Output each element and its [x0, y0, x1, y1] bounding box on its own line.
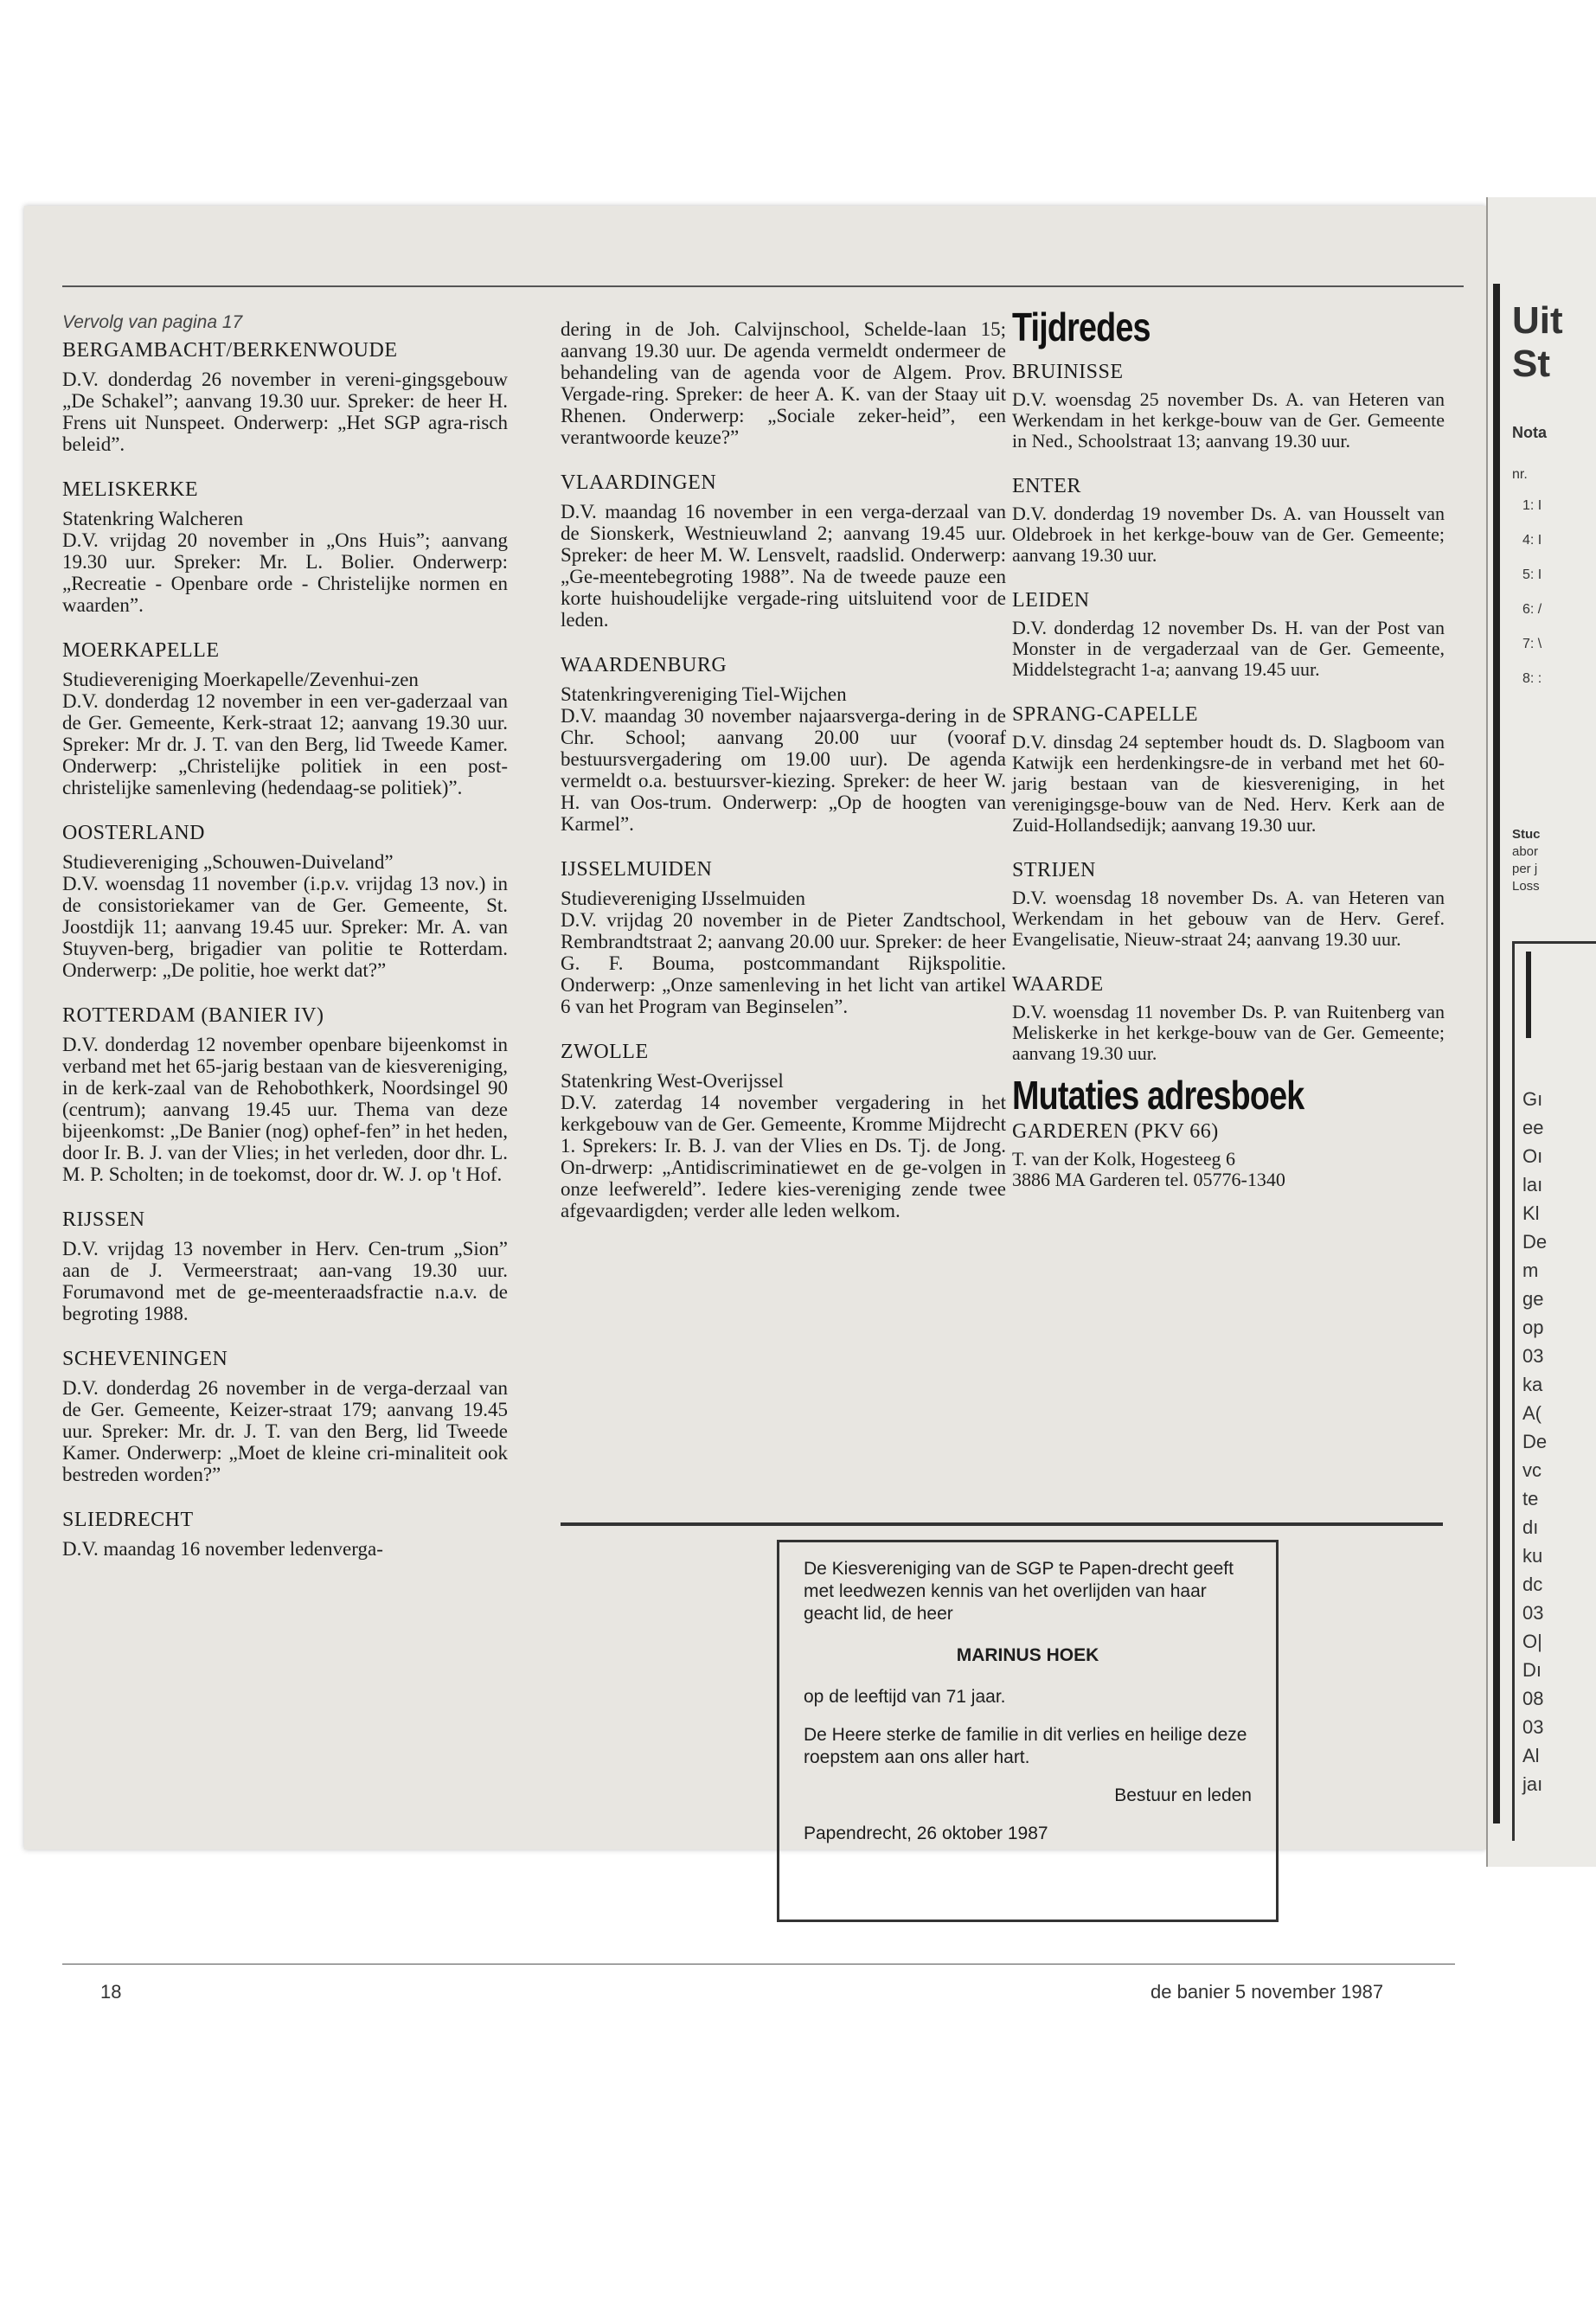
next-fragment: De: [1522, 1431, 1548, 1452]
section-text: D.V. donderdag 12 november openbare bijeenkomst in verband met het 65-jarig bestaan van de kiesvereniging, in de kerk-zaal van de Rehobothkerk, Noordsingel 90 (centrum); aanvang 19.45 uur. Thema van deze bijeenkomst: „De Banier (nog) ophef-fen” in het heden, door Ir. B. J. van der Vlies; in het verleden, door dhr. L. M. P. Scholten; in de toekomst, door dr. W. J. op 't Hof.: [62, 1034, 508, 1185]
section-subheading: Statenkringvereniging Tiel-Wijchen: [561, 683, 847, 705]
next-fragment: te: [1522, 1488, 1539, 1509]
next-fragment: Dı: [1522, 1659, 1542, 1681]
next-fragment: ku: [1522, 1545, 1543, 1567]
next-fragment: Al: [1522, 1745, 1540, 1766]
section-text: D.V. vrijdag 13 november in Herv. Cen-trum „Sion” aan de J. Vermeerstraat; aan-vang 19.30 uur. Forumavond met de ge-meenteraadsfractie n.a.v. de begroting 1988.: [62, 1238, 508, 1324]
next-fragment: A(: [1522, 1402, 1542, 1424]
bottom-rule: [62, 1964, 1455, 1965]
next-fragment: dc: [1522, 1574, 1543, 1595]
tijdrede-heading: BRUINISSE: [1012, 361, 1124, 383]
section-heading: SLIEDRECHT: [62, 1509, 194, 1531]
box-rule: [561, 1522, 1443, 1526]
tijdrede-heading: SPRANG-CAPELLE: [1012, 703, 1199, 726]
next-nota: Nota: [1512, 424, 1547, 441]
page-number: 18: [100, 1981, 122, 2003]
tijdrede-heading: STRIJEN: [1012, 859, 1096, 881]
section-subheading: Statenkring West-Overijssel: [561, 1070, 784, 1092]
next-box-inner: [1526, 952, 1596, 1038]
section-text: D.V. vrijdag 20 november in de Pieter Zandtschool, Rembrandtstraat 2; aanvang 20.00 uur. Spreker: de heer G. F. Bouma, postcommandant Rijkspolitie. Onderwerp: „Onze samenleving in het licht van artikel 6 van het Program van Beginselen”.: [561, 909, 1006, 1017]
tijdrede-text: D.V. donderdag 19 november Ds. A. van Housselt van Oldebroek in het kerkge-bouw van de Ger. Gemeente; aanvang 19.30 uur.: [1012, 503, 1445, 566]
column-3: [1012, 304, 1445, 1190]
mutaties-line-2: 3886 MA Garderen tel. 05776-1340: [1012, 1169, 1285, 1190]
notice-intro: De Kiesvereniging van de SGP te Papen-drecht geeft met leedwezen kennis van het overlijden van haar geacht lid, de heer: [804, 1559, 1234, 1624]
next-fragment: ee: [1522, 1117, 1544, 1138]
tijdrede-text: D.V. dinsdag 24 september houdt ds. D. Slagboom van Katwijk een herdenkingsre-de in verband met het 60-jarig bestaan van de kiesvereniging, in het verenigingsge-bouw van de Ned. Herv. Kerk aan de Zuid-Hollandsedijk; aanvang 19.30 uur.: [1012, 731, 1445, 836]
section-text: D.V. maandag 16 november ledenverga-: [62, 1538, 383, 1560]
next-page-edge: [1486, 197, 1596, 1867]
tijdrede-text: D.V. woensdag 11 november Ds. P. van Ruitenberg van Meliskerke in het kerkge-bouw van de Ger. Gemeente; aanvang 19.30 uur.: [1012, 1001, 1445, 1064]
notice-signature: Bestuur en leden: [1114, 1785, 1252, 1805]
tijdrede-text: D.V. donderdag 12 november Ds. H. van der Post van Monster in de vergaderzaal van de Ger. Gemeente, Middelstegracht 1-a; aanvang 19.45 uur.: [1012, 617, 1445, 680]
section-text: D.V. zaterdag 14 november vergadering in het kerkgebouw van de Ger. Gemeente, Kromme Mijdrecht 1. Sprekers: Ir. B. J. van der Vlies en Ds. Tj. de Jong. On-drwerp: „Antidiscriminatiewet en de ge-volgen in onze leefwereld”. Iedere kies-vereniging zende twee afgevaardigden; verder alle leden welkom.: [561, 1092, 1006, 1221]
next-fragment: Oı: [1522, 1145, 1543, 1167]
section-text: D.V. woensdag 11 november (i.p.v. vrijdag 13 nov.) in de consistoriekamer van de Ger. Gemeente, St. Joostdijk 11; aanvang 19.45 uur. Spreker: Mr. A. van Stuyven-berg, brigadier van politie te Rotterdam. Onderwerp: „De politie, hoe werkt dat?”: [62, 873, 508, 981]
section-heading: MOERKAPELLE: [62, 639, 220, 662]
notice-wish: De Heere sterke de familie in dit verlies en heilige deze roepstem aan ons aller hart.: [804, 1725, 1247, 1767]
next-fragment: op: [1522, 1317, 1544, 1338]
next-fragment: Gı: [1522, 1088, 1543, 1110]
section-subheading: Statenkring Walcheren: [62, 508, 244, 529]
next-title-1: Uit: [1512, 299, 1563, 342]
next-page-rule: [1493, 284, 1500, 1823]
next-list-item: 1: I: [1522, 498, 1542, 513]
next-fragment: ge: [1522, 1288, 1544, 1310]
section-text: D.V. maandag 16 november in een verga-derzaal van de Sionskerk, Westnieuwland 2; aanvang 19.45 uur. Spreker: de heer M. W. Lensvelt, raadslid. Onderwerp: „Ge-meentebegroting 1988”. Na de tweede pauze een korte huishoudelijke vergade-ring uitsluitend voor de leden.: [561, 501, 1006, 631]
next-fragment: 03: [1522, 1602, 1544, 1624]
death-notice: [777, 1540, 1279, 1922]
tijdrede-heading: ENTER: [1012, 475, 1081, 497]
next-small-line: abor: [1512, 844, 1539, 859]
page-sheet: [24, 206, 1486, 2003]
next-fragment: ka: [1522, 1374, 1543, 1395]
section-text: D.V. vrijdag 20 november in „Ons Huis”; aanvang 19.30 uur. Spreker: Mr. L. Bolier. Onderwerp: „Recreatie - Openbare orde - Christelijke normen en waarden”.: [62, 529, 508, 616]
next-small-line: Loss: [1512, 879, 1540, 894]
column-2-intro: dering in de Joh. Calvijnschool, Schelde-laan 15; aanvang 19.30 uur. De agenda vermeldt ondermeer de behandeling van de agenda voor de Algem. Prov. Vergade-ring. Spreker: de heer A. K. van der Staay uit Rhenen. Onderwerp: „Sociale zeker-heid”, een verantwoorde keuze?”: [561, 318, 1006, 448]
section-heading: ROTTERDAM (BANIER IV): [62, 1004, 324, 1027]
section-heading: OOSTERLAND: [62, 822, 205, 844]
next-fragment: 03: [1522, 1716, 1544, 1738]
next-fragment: jaı: [1522, 1773, 1543, 1795]
mutaties-heading: GARDEREN (PKV 66): [1012, 1120, 1219, 1143]
section-heading: IJSSELMUIDEN: [561, 858, 713, 881]
next-fragment: Kl: [1522, 1202, 1540, 1224]
continued-note: Vervolg van pagina 17: [62, 312, 243, 332]
tijdredes-title: Tijdredes: [1012, 304, 1151, 349]
next-title-2: St: [1512, 343, 1550, 385]
mutaties-line-1: T. van der Kolk, Hogesteeg 6: [1012, 1148, 1236, 1170]
section-heading: ZWOLLE: [561, 1041, 649, 1063]
next-fragment: laı: [1522, 1174, 1543, 1195]
next-fragment: O|: [1522, 1631, 1542, 1652]
next-fragment: m: [1522, 1259, 1539, 1281]
notice-age: op de leeftijd van 71 jaar.: [804, 1687, 1006, 1707]
section-heading: SCHEVENINGEN: [62, 1348, 228, 1370]
section-heading: VLAARDINGEN: [561, 471, 717, 494]
tijdrede-text: D.V. woensdag 25 november Ds. A. van Heteren van Werkendam in het kerkge-bouw van de Ger. Gemeente in Ned., Schoolstraat 13; aanvang 19.30 uur.: [1012, 388, 1445, 452]
next-list-item: 7: \: [1522, 637, 1542, 651]
section-heading: WAARDENBURG: [561, 654, 727, 676]
next-fragment: dı: [1522, 1516, 1539, 1538]
next-fragment: vc: [1522, 1459, 1542, 1481]
section-heading: BERGAMBACHT/BERKENWOUDE: [62, 339, 398, 362]
notice-place-date: Papendrecht, 26 oktober 1987: [804, 1823, 1048, 1843]
section-heading: RIJSSEN: [62, 1208, 145, 1231]
section-text: D.V. donderdag 26 november in vereni-gingsgebouw „De Schakel”; aanvang 19.30 uur. Spreker: de heer H. Frens uit Nunspeet. Onderwerp: „Het SGP agra-risch beleid”.: [62, 369, 508, 455]
top-rule: [62, 285, 1464, 287]
next-box-top: [1512, 941, 1596, 944]
next-nr: nr.: [1512, 467, 1528, 482]
next-fragment: De: [1522, 1231, 1548, 1253]
section-subheading: Studievereniging Moerkapelle/Zevenhui-zen: [62, 669, 419, 690]
notice-name: MARINUS HOEK: [956, 1645, 1099, 1665]
next-list-item: 8: :: [1522, 671, 1542, 686]
section-text: D.V. donderdag 26 november in de verga-derzaal van de Ger. Gemeente, Keizer-straat 179; aanvang 19.45 uur. Spreker: Mr. dr. J. T. van den Berg, lid Tweede Kamer. Onderwerp: „Moet de kleine cri-minaliteit ook bestreden worden?”: [62, 1377, 508, 1485]
next-box-side: [1512, 941, 1515, 1841]
next-list-item: 4: I: [1522, 533, 1542, 548]
next-fragment: 08: [1522, 1688, 1544, 1709]
tijdrede-heading: WAARDE: [1012, 973, 1104, 996]
section-subheading: Studievereniging IJsselmuiden: [561, 888, 805, 909]
section-subheading: Studievereniging „Schouwen-Duiveland”: [62, 851, 394, 873]
next-small-line: Stuc: [1512, 827, 1541, 842]
section-heading: MELISKERKE: [62, 478, 198, 501]
column-1: [62, 311, 508, 1560]
issue-date: de banier 5 november 1987: [1151, 1981, 1384, 2003]
tijdrede-heading: LEIDEN: [1012, 589, 1090, 612]
column-2: [561, 318, 1006, 1221]
next-small-line: per j: [1512, 862, 1538, 876]
next-fragment: 03: [1522, 1345, 1544, 1367]
section-text: D.V. donderdag 12 november in een ver-gaderzaal van de Ger. Gemeente, Kerk-straat 12; aanvang 19.30 uur. Spreker: Mr dr. J. T. van den Berg, lid Tweede Kamer. Onderwerp: „Christelijke politiek in een post-christelijke samenleving (hedendaag-se politiek)”.: [62, 690, 508, 798]
section-text: D.V. maandag 30 november najaarsverga-dering in de Chr. School; aanvang 20.00 uur (vooraf bestuursvergadering om 19.00 uur). De agenda vermeldt o.a. bestuursver-kiezing. Spreker: de heer W. H. van Oos-trum. Onderwerp: „Op de hoogten van Karmel”.: [561, 705, 1006, 835]
tijdrede-text: D.V. woensdag 18 november Ds. A. van Heteren van Werkendam in het gebouw van de Herv. Geref. Evangelisatie, Nieuw-straat 24; aanvang 19.30 uur.: [1012, 887, 1445, 950]
next-list-item: 6: /: [1522, 602, 1542, 617]
mutaties-title: Mutaties adresboek: [1012, 1073, 1304, 1118]
next-list-item: 5: I: [1522, 567, 1542, 582]
